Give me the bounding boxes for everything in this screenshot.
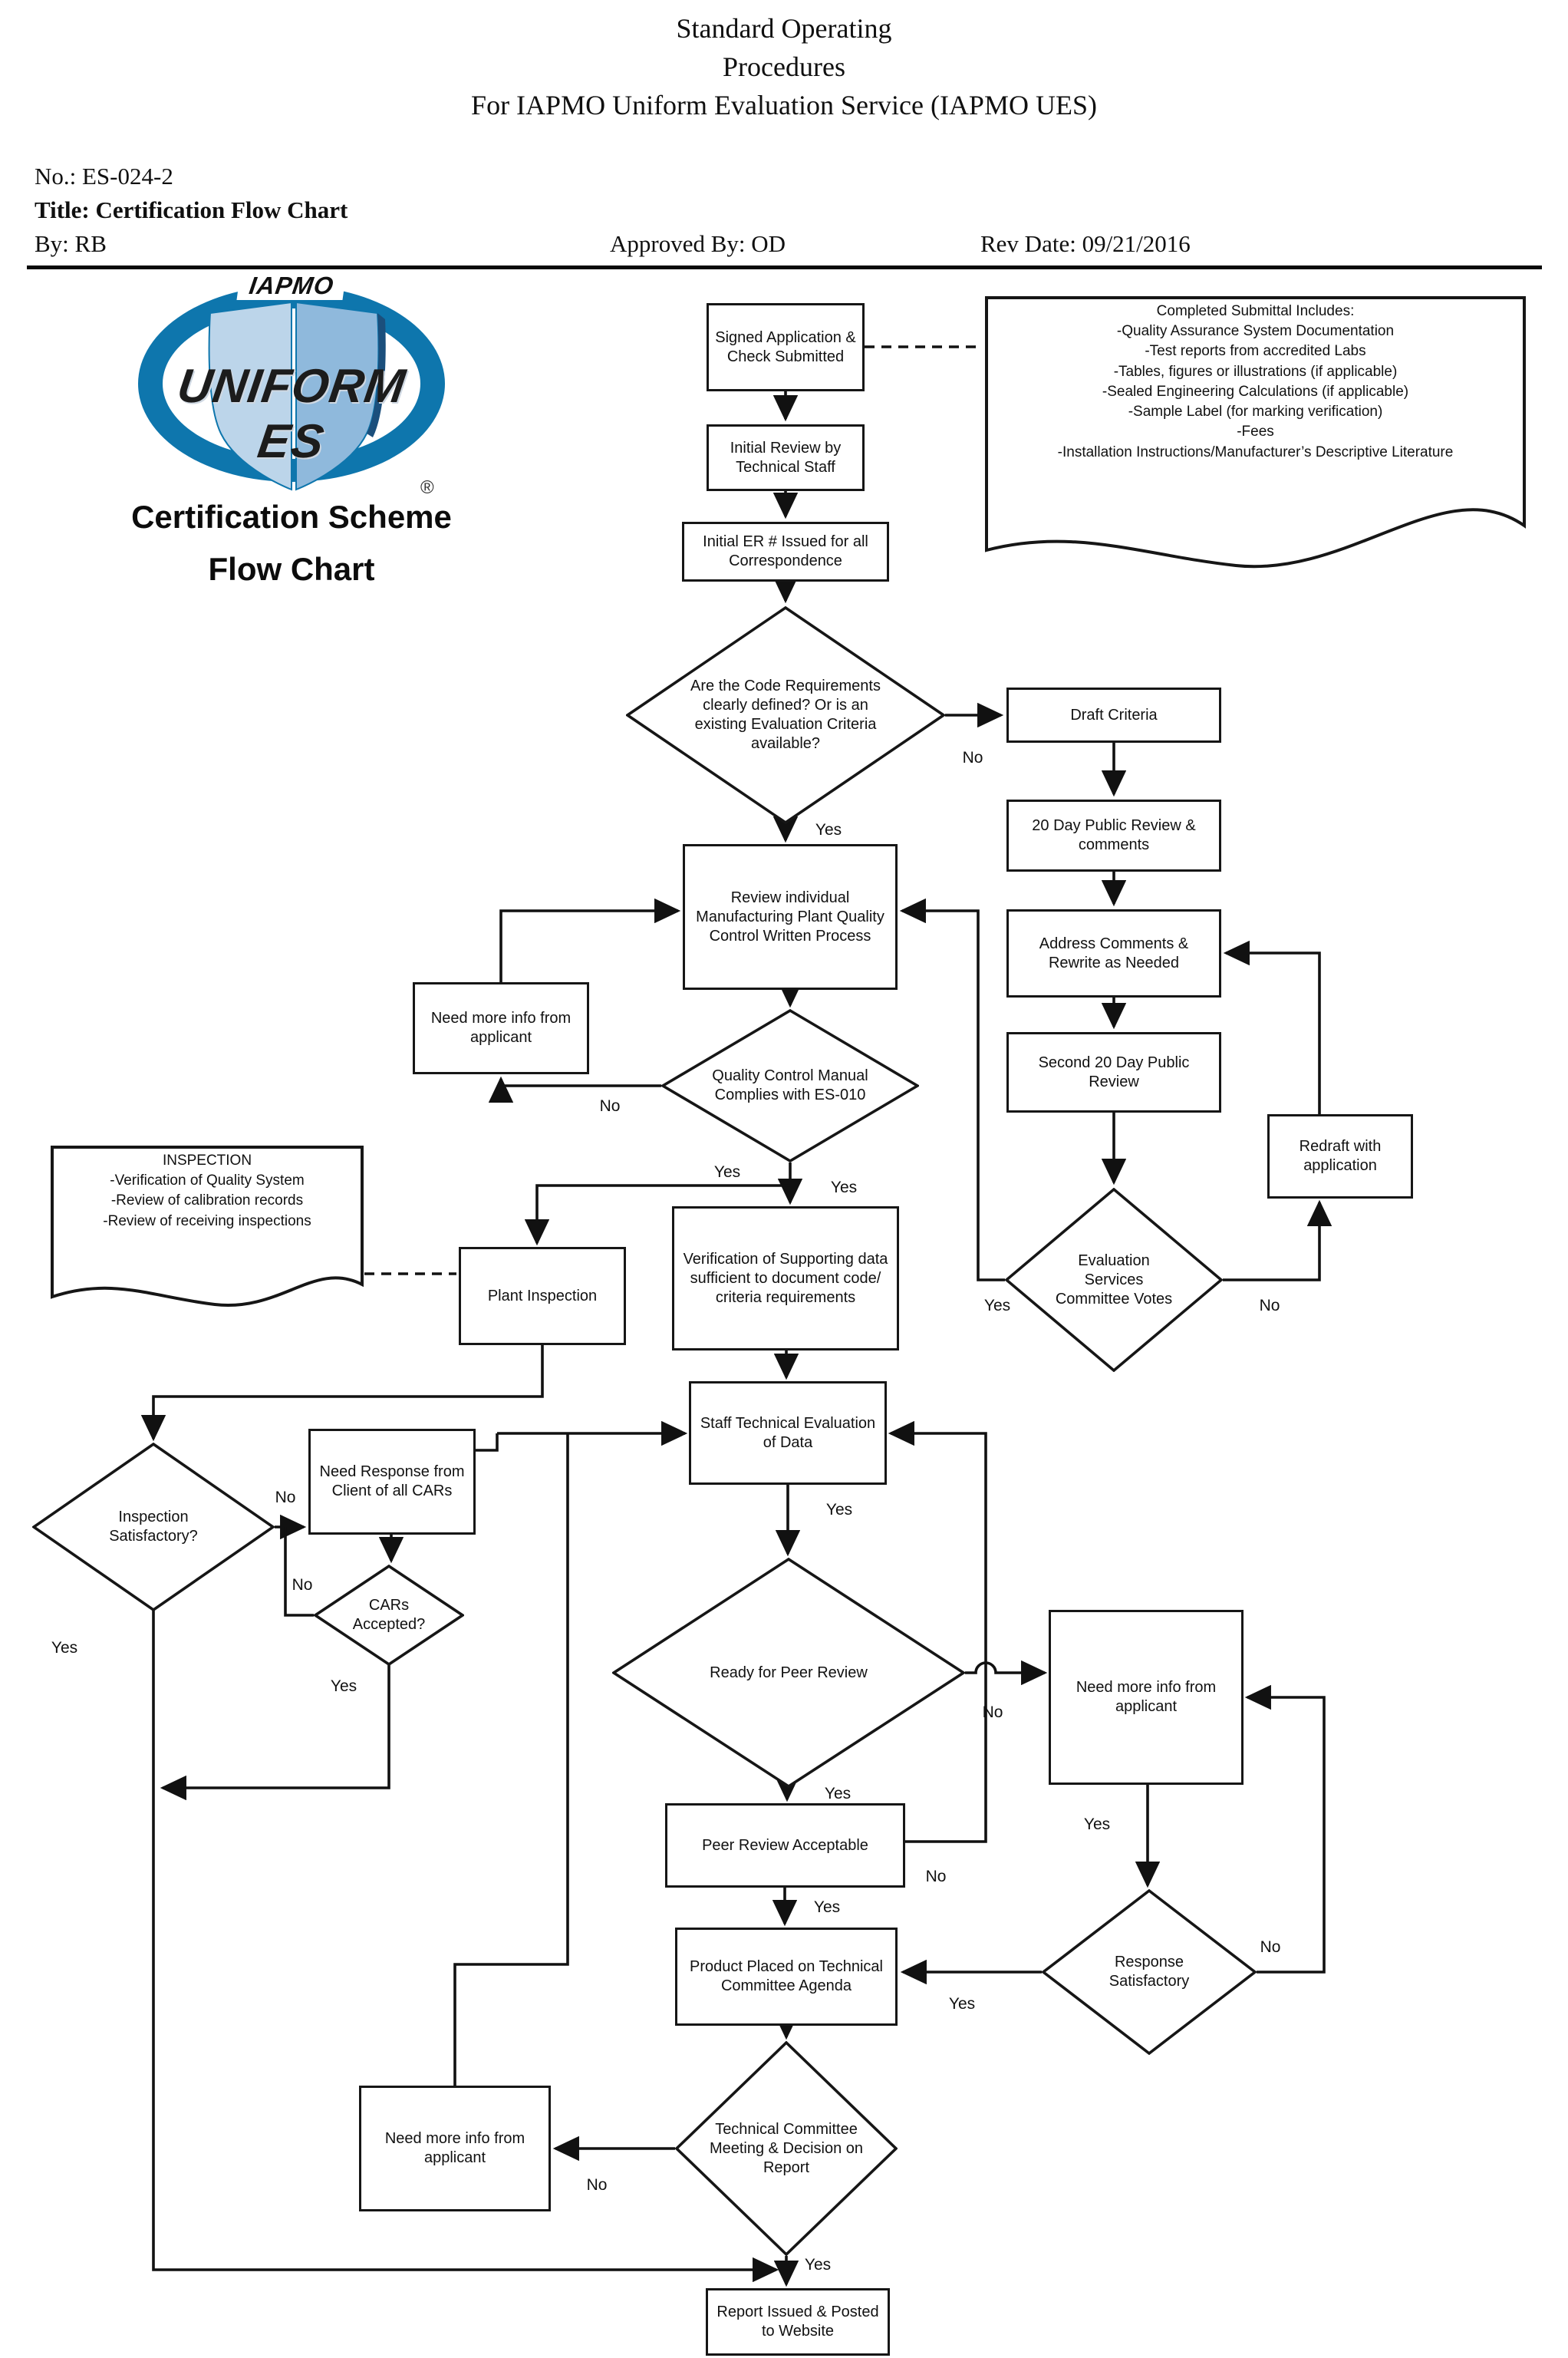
- node-label: Response Satisfactory: [1108, 1954, 1190, 1990]
- doc-rev-date: Rev Date: 09/21/2016: [980, 230, 1191, 257]
- doc-number: No.: ES-024-2: [35, 163, 173, 190]
- node-label: Need Response from Client of all CARs: [319, 1463, 465, 1499]
- submittal-line: -Tables, figures or illustrations (if applicable): [1113, 363, 1398, 380]
- decision-tc-meeting: [675, 2041, 898, 2256]
- node-label: Signed Application & Check Submitted: [715, 328, 856, 365]
- doc-author: By: RB: [35, 230, 107, 257]
- node-staff-evaluation: [689, 1381, 887, 1485]
- node-label: Report Issued & Posted to Website: [716, 2304, 879, 2340]
- decision-inspection-satisfactory: [32, 1443, 275, 1611]
- label-esc-no: No: [1259, 1297, 1280, 1314]
- decision-ready-peer-review: [612, 1558, 965, 1788]
- completed-submittal-document: [984, 295, 1527, 579]
- node-initial-review: [707, 424, 865, 491]
- label-esc-yes-mid: Yes: [830, 1179, 858, 1196]
- label-cars-no: No: [292, 1576, 313, 1594]
- node-draft-criteria: [1006, 688, 1221, 743]
- node-label: Ready for Peer Review: [710, 1664, 868, 1681]
- node-report-issued: [706, 2288, 890, 2356]
- doc-header-line1: Standard Operating: [676, 13, 892, 44]
- node-peer-review-acceptable: [665, 1803, 905, 1888]
- node-verification-data: [672, 1206, 899, 1350]
- node-label: Peer Review Acceptable: [702, 1836, 868, 1854]
- logo-text-es: ES: [254, 415, 329, 468]
- node-need-more-info-left: [413, 982, 589, 1074]
- decision-response-satisfactory: [1042, 1889, 1257, 2055]
- node-label: Evaluation Services Committee Votes: [1055, 1252, 1173, 1308]
- submittal-line: -Fees: [1237, 424, 1274, 440]
- node-label: Draft Criteria: [1070, 706, 1158, 724]
- label-cars-yes: Yes: [330, 1677, 357, 1695]
- logo-caption-line1: Certification Scheme: [131, 499, 452, 535]
- node-second-20-day-review: [1006, 1032, 1221, 1113]
- decision-cars-accepted: [314, 1565, 464, 1666]
- submittal-line: -Sample Label (for marking verification): [1128, 404, 1383, 420]
- decision-esc-votes: [1005, 1188, 1223, 1372]
- node-product-tc-agenda: [675, 1928, 898, 2026]
- doc-approved-by: Approved By: OD: [610, 230, 786, 257]
- logo-text-iapmo: IAPMO: [236, 272, 346, 300]
- node-label: Review individual Manufacturing Plant Quality Control Written Process: [696, 889, 884, 945]
- node-20-day-public-review: [1006, 800, 1221, 872]
- label-tc-yes: Yes: [804, 2256, 832, 2274]
- doc-header-line2: Procedures: [723, 51, 845, 82]
- label-response-no: No: [1260, 1938, 1281, 1956]
- node-label: Inspection Satisfactory?: [109, 1509, 198, 1545]
- node-redraft: [1267, 1114, 1413, 1199]
- inspection-line: -Verification of Quality System: [110, 1172, 305, 1189]
- node-signed-application: [707, 303, 865, 391]
- node-label: Need more info from applicant: [1076, 1679, 1217, 1715]
- doc-header-line3: For IAPMO Uniform Evaluation Service (IAPMO UES): [471, 90, 1097, 120]
- node-label: Plant Inspection: [487, 1287, 598, 1304]
- node-need-more-info-bottom: [359, 2086, 551, 2211]
- label-ready-no: No: [982, 1703, 1003, 1721]
- node-label: Redraft with application: [1299, 1138, 1382, 1174]
- inspection-document: [50, 1145, 364, 1329]
- decision-qc-manual: [661, 1009, 919, 1163]
- node-label: Address Comments & Rewrite as Needed: [1039, 935, 1189, 971]
- node-label: Need more info from applicant: [430, 1010, 572, 1046]
- node-label: Need more info from applicant: [384, 2130, 525, 2166]
- submittal-line: -Quality Assurance System Documentation: [1116, 323, 1395, 340]
- label-moreinfo-yes: Yes: [1083, 1815, 1111, 1833]
- node-label: Staff Technical Evaluation of Data: [700, 1414, 876, 1451]
- node-label: Are the Code Requirements clearly defined? Or is an existing Evaluation Criteria available?: [690, 678, 881, 752]
- node-label: CARs Accepted?: [352, 1597, 426, 1633]
- node-label: Verification of Supporting data sufficient to document code/ criteria requirements: [683, 1250, 888, 1306]
- submittal-line: -Installation Instructions/Manufacturer’s Descriptive Literature: [1057, 444, 1454, 460]
- iapmo-uniform-es-logo: [115, 269, 468, 599]
- inspection-line: INSPECTION: [162, 1153, 252, 1169]
- label-tc-no: No: [586, 2176, 608, 2194]
- inspection-line: -Review of receiving inspections: [103, 1212, 311, 1229]
- label-code-yes: Yes: [815, 821, 842, 839]
- node-need-response-cars: [308, 1429, 476, 1535]
- node-plant-inspection: [459, 1247, 626, 1345]
- label-ready-yes: Yes: [824, 1785, 852, 1802]
- node-label: Initial ER # Issued for all Correspondence: [703, 533, 868, 569]
- node-label: 20 Day Public Review & comments: [1032, 817, 1196, 853]
- label-response-yes: Yes: [948, 1995, 976, 2013]
- doc-title: Title: Certification Flow Chart: [35, 196, 348, 223]
- label-peer-yes: Yes: [813, 1898, 841, 1916]
- label-inspection-no: No: [275, 1489, 296, 1506]
- registered-mark-icon: ®: [420, 477, 434, 498]
- decision-code-requirements: [626, 606, 945, 824]
- node-label: Second 20 Day Public Review: [1038, 1054, 1190, 1090]
- node-label: Technical Committee Meeting & Decision on Report: [709, 2120, 864, 2176]
- inspection-line: -Review of calibration records: [110, 1192, 304, 1209]
- label-inspection-yes: Yes: [51, 1639, 78, 1657]
- node-review-plant-qc: [683, 844, 898, 990]
- node-er-issued: [682, 522, 889, 582]
- label-peer-no: No: [925, 1868, 947, 1885]
- label-esc-yes: Yes: [983, 1297, 1011, 1314]
- node-need-more-info-right: [1049, 1610, 1244, 1785]
- label-staff-yes: Yes: [825, 1501, 853, 1519]
- label-code-no: No: [962, 749, 983, 767]
- submittal-line: -Sealed Engineering Calculations (if applicable): [1102, 383, 1409, 400]
- submittal-line: -Test reports from accredited Labs: [1145, 343, 1366, 360]
- label-qc-yes: Yes: [713, 1163, 741, 1181]
- node-label: Quality Control Manual Complies with ES-010: [712, 1067, 868, 1103]
- node-label: Product Placed on Technical Committee Agenda: [689, 1958, 883, 1994]
- logo-text-uniform: UNIFORM: [174, 360, 409, 413]
- logo-caption-line2: Flow Chart: [208, 551, 375, 587]
- node-label: Initial Review by Technical Staff: [730, 439, 842, 476]
- node-address-comments: [1006, 909, 1221, 998]
- label-qc-no: No: [599, 1097, 621, 1115]
- submittal-line: Completed Submittal Includes:: [1156, 303, 1355, 319]
